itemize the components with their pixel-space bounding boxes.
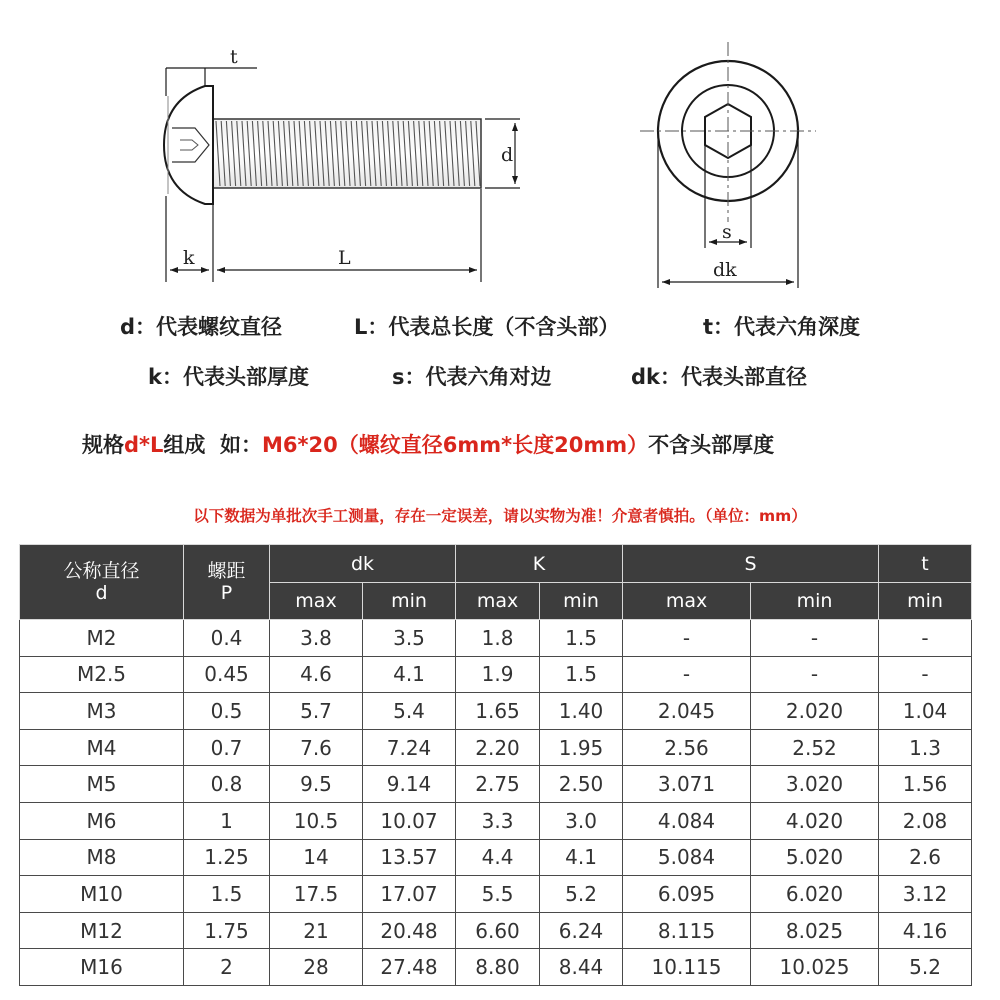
col-pitch-label: 螺距 (207, 560, 246, 582)
legend-t: t：代表六角深度 (703, 315, 861, 339)
cell-dk-min: 10.07 (363, 802, 456, 839)
legend-dk: dk：代表头部直径 (631, 365, 807, 389)
cell-pitch: 1.25 (184, 839, 270, 876)
cell-s-max: 10.115 (623, 949, 751, 986)
col-s-max: max (623, 583, 751, 620)
cell-nominal: M5 (20, 766, 184, 803)
cell-k-min: 4.1 (540, 839, 623, 876)
cell-k-min: 3.0 (540, 802, 623, 839)
cell-dk-max: 7.6 (270, 729, 363, 766)
col-k-max: max (456, 583, 540, 620)
cell-dk-min: 27.48 (363, 949, 456, 986)
cell-s-max: - (623, 656, 751, 693)
col-s-min: min (751, 583, 879, 620)
cell-pitch: 0.45 (184, 656, 270, 693)
col-pitch-symbol: P (220, 582, 233, 604)
col-dk: dk (270, 545, 456, 583)
table-row (20, 620, 972, 657)
spec-example-line (82, 428, 774, 462)
col-nominal-label: 公称直径 (63, 560, 140, 582)
cell-nominal: M3 (20, 693, 184, 730)
cell-k-min: 6.24 (540, 912, 623, 949)
label-L: L (338, 247, 351, 269)
col-k: K (456, 545, 623, 583)
col-t-min: min (879, 583, 972, 620)
cell-k-min: 1.5 (540, 620, 623, 657)
cell-s-min: 6.020 (751, 876, 879, 913)
cell-k-min: 2.50 (540, 766, 623, 803)
cell-s-max: 2.56 (623, 729, 751, 766)
legend-row-1 (0, 310, 1000, 344)
cell-s-min: 3.020 (751, 766, 879, 803)
table-row (20, 949, 972, 986)
spec-suffix: 不含头部厚度 (648, 433, 775, 457)
cell-pitch: 2 (184, 949, 270, 986)
cell-nominal: M4 (20, 729, 184, 766)
cell-s-min: 8.025 (751, 912, 879, 949)
cell-t-min: - (879, 620, 972, 657)
legend-row-2 (0, 360, 1000, 394)
cell-pitch: 1.5 (184, 876, 270, 913)
spec-example: M6*20（螺纹直径6mm*长度20mm） (262, 433, 649, 457)
label-d: d (501, 144, 514, 166)
cell-k-max: 5.5 (456, 876, 540, 913)
legend-L: L：代表总长度（不含头部） (354, 315, 620, 339)
cell-t-min: 1.3 (879, 729, 972, 766)
cell-dk-max: 4.6 (270, 656, 363, 693)
table-row (20, 729, 972, 766)
cell-k-max: 3.3 (456, 802, 540, 839)
cell-nominal: M10 (20, 876, 184, 913)
cell-k-max: 2.75 (456, 766, 540, 803)
cell-dk-max: 5.7 (270, 693, 363, 730)
col-nominal-symbol: d (95, 582, 108, 604)
cell-s-max: 5.084 (623, 839, 751, 876)
cell-nominal: M2.5 (20, 656, 184, 693)
cell-pitch: 1.75 (184, 912, 270, 949)
cell-s-max: 4.084 (623, 802, 751, 839)
cell-k-min: 1.5 (540, 656, 623, 693)
cell-t-min: - (879, 656, 972, 693)
cell-t-min: 5.2 (879, 949, 972, 986)
table-row (20, 693, 972, 730)
cell-t-min: 4.16 (879, 912, 972, 949)
col-nominal-diameter (20, 545, 184, 620)
cell-s-min: 2.52 (751, 729, 879, 766)
cell-dk-max: 17.5 (270, 876, 363, 913)
cell-t-min: 1.56 (879, 766, 972, 803)
cell-s-min: 4.020 (751, 802, 879, 839)
table-row (20, 839, 972, 876)
cell-pitch: 1 (184, 802, 270, 839)
cell-s-max: 2.045 (623, 693, 751, 730)
cell-dk-max: 14 (270, 839, 363, 876)
cell-dk-max: 9.5 (270, 766, 363, 803)
cell-k-max: 1.65 (456, 693, 540, 730)
cell-k-min: 5.2 (540, 876, 623, 913)
cell-pitch: 0.8 (184, 766, 270, 803)
cell-k-max: 2.20 (456, 729, 540, 766)
cell-dk-max: 21 (270, 912, 363, 949)
cell-dk-max: 3.8 (270, 620, 363, 657)
label-k: k (183, 247, 195, 269)
cell-pitch: 0.5 (184, 693, 270, 730)
table-row (20, 656, 972, 693)
cell-nominal: M2 (20, 620, 184, 657)
cell-dk-min: 20.48 (363, 912, 456, 949)
spec-table (19, 544, 972, 986)
screw-diagram (0, 0, 1000, 300)
cell-dk-max: 10.5 (270, 802, 363, 839)
cell-s-min: - (751, 656, 879, 693)
cell-k-max: 1.8 (456, 620, 540, 657)
table-row (20, 912, 972, 949)
cell-pitch: 0.7 (184, 729, 270, 766)
cell-k-max: 8.80 (456, 949, 540, 986)
label-dk: dk (713, 259, 737, 281)
front-view (640, 42, 816, 222)
side-view (164, 86, 481, 204)
label-s: s (722, 221, 732, 243)
cell-t-min: 3.12 (879, 876, 972, 913)
cell-dk-min: 7.24 (363, 729, 456, 766)
cell-t-min: 2.08 (879, 802, 972, 839)
cell-dk-min: 13.57 (363, 839, 456, 876)
col-k-min: min (540, 583, 623, 620)
cell-s-min: 2.020 (751, 693, 879, 730)
cell-s-min: 10.025 (751, 949, 879, 986)
cell-t-min: 1.04 (879, 693, 972, 730)
measurement-notice: 以下数据为单批次手工测量，存在一定误差，请以实物为准！介意者慎拍。（单位：mm） (193, 507, 807, 525)
cell-t-min: 2.6 (879, 839, 972, 876)
cell-nominal: M12 (20, 912, 184, 949)
col-t: t (879, 545, 972, 583)
cell-dk-min: 3.5 (363, 620, 456, 657)
legend-d: d：代表螺纹直径 (120, 315, 283, 339)
cell-k-min: 8.44 (540, 949, 623, 986)
table-row (20, 802, 972, 839)
cell-s-max: 8.115 (623, 912, 751, 949)
table-row (20, 876, 972, 913)
cell-k-max: 1.9 (456, 656, 540, 693)
spec-prefix: 规格 (82, 433, 124, 457)
cell-k-min: 1.40 (540, 693, 623, 730)
legend-s: s：代表六角对边 (392, 365, 552, 389)
spec-formula: d*L (124, 433, 164, 457)
cell-k-max: 4.4 (456, 839, 540, 876)
table-row (20, 766, 972, 803)
cell-nominal: M16 (20, 949, 184, 986)
table-body (20, 620, 972, 986)
col-dk-min: min (363, 583, 456, 620)
cell-s-min: - (751, 620, 879, 657)
cell-dk-min: 5.4 (363, 693, 456, 730)
legend-k: k：代表头部厚度 (148, 365, 309, 389)
cell-dk-min: 17.07 (363, 876, 456, 913)
col-pitch (184, 545, 270, 620)
table-header-row (20, 545, 972, 583)
cell-k-min: 1.95 (540, 729, 623, 766)
cell-s-max: 6.095 (623, 876, 751, 913)
cell-s-min: 5.020 (751, 839, 879, 876)
cell-dk-min: 4.1 (363, 656, 456, 693)
cell-pitch: 0.4 (184, 620, 270, 657)
spec-mid: 组成 如： (163, 433, 263, 457)
label-t: t (230, 46, 238, 68)
cell-nominal: M8 (20, 839, 184, 876)
col-dk-max: max (270, 583, 363, 620)
col-s: S (623, 545, 879, 583)
cell-dk-min: 9.14 (363, 766, 456, 803)
cell-dk-max: 28 (270, 949, 363, 986)
cell-s-max: - (623, 620, 751, 657)
cell-s-max: 3.071 (623, 766, 751, 803)
cell-nominal: M6 (20, 802, 184, 839)
cell-k-max: 6.60 (456, 912, 540, 949)
